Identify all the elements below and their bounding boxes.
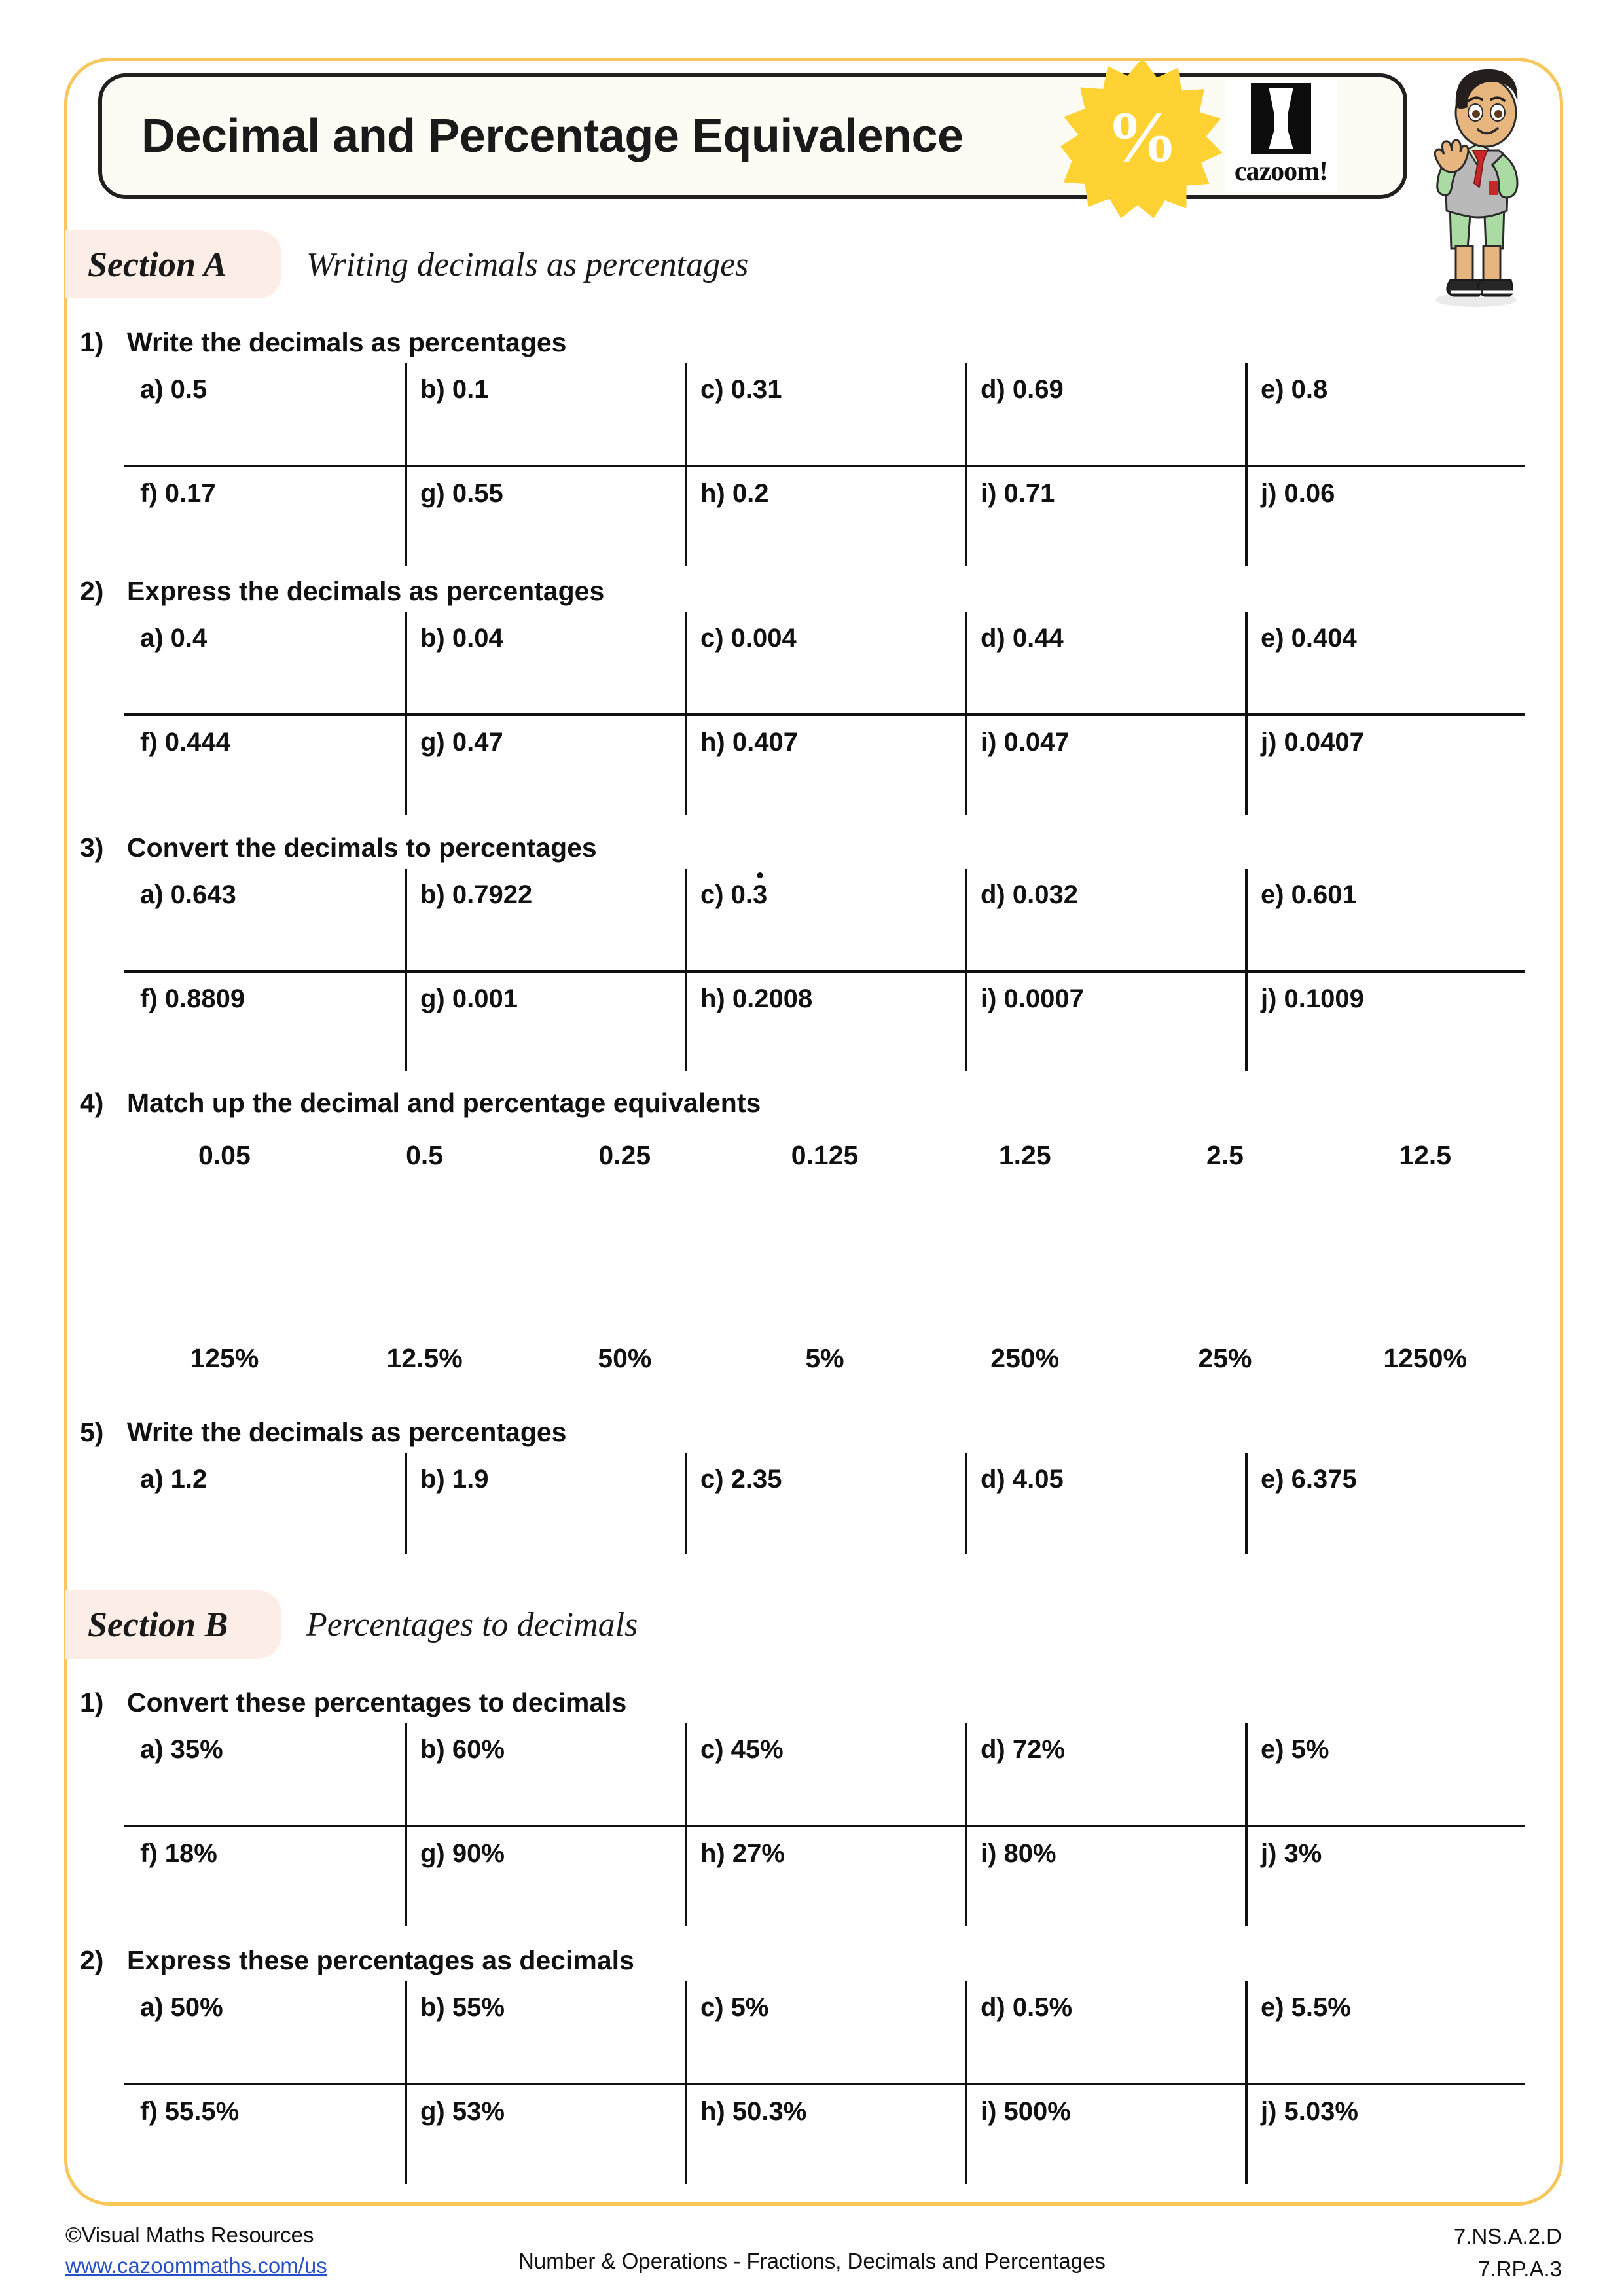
question-a4-text: Match up the decimal and percentage equivalents [127,1088,761,1118]
question-b2-number: 2) [80,1945,104,1975]
section-a-banner [65,230,748,298]
answer-cell[interactable]: h) 0.2 [685,467,965,566]
question-a5-answer-grid [124,1453,1525,1554]
answer-cell[interactable]: d) 4.05 [965,1453,1245,1554]
page-footer [0,2220,1624,2296]
section-b-banner [65,1590,638,1659]
answer-cell[interactable]: g) 0.001 [405,973,685,1071]
question-a3-number: 3) [80,833,104,863]
question-a4-number: 4) [80,1088,104,1118]
cazoom-glass-icon [1251,83,1311,154]
percent-starburst-icon [1060,56,1224,220]
answer-cell[interactable]: j) 0.0407 [1245,716,1525,815]
match-decimals-row [124,1140,1525,1171]
question-a1-number: 1) [80,327,104,357]
match-decimal-item[interactable]: 2.5 [1206,1140,1244,1170]
answer-cell[interactable]: a) 0.643 [140,880,236,909]
match-percentage-item[interactable]: 12.5% [386,1343,463,1373]
answer-cell[interactable]: d) 0.44 [965,612,1245,713]
question-a4-prompt [80,1088,761,1119]
question-a3-prompt [80,833,597,863]
answer-cell[interactable]: i) 500% [965,2085,1245,2184]
question-a5-text: Write the decimals as percentages [127,1417,567,1447]
answer-cell[interactable]: g) 53% [405,2085,685,2184]
question-b1-answer-grid [124,1723,1525,1926]
match-percentages-row [124,1343,1525,1374]
answer-cell[interactable]: g) 90% [405,1827,685,1926]
match-decimal-item[interactable]: 0.05 [198,1140,251,1170]
answer-cell[interactable]: e) 0.8 [1245,363,1525,465]
match-percentage-item[interactable]: 5% [805,1343,844,1373]
answer-cell[interactable]: e) 0.601 [1245,869,1525,970]
answer-cell[interactable]: e) 5% [1245,1723,1525,1825]
cazoom-logo [1225,80,1337,192]
answer-row [124,1825,1525,1926]
answer-cell[interactable]: d) 0.69 [965,363,1245,465]
question-a2-text: Express the decimals as percentages [127,576,605,606]
match-percentage-item[interactable]: 1250% [1383,1343,1467,1373]
answer-cell-recurring[interactable]: c) 0.3 [685,869,965,970]
answer-cell[interactable]: f) 18% [140,1839,217,1868]
match-percentage-item[interactable]: 250% [990,1343,1060,1373]
answer-cell[interactable]: b) 55% [405,1981,685,2083]
footer-website-link[interactable]: www.cazoommaths.com/us [65,2253,327,2278]
section-b-name: Section B [88,1605,228,1644]
match-decimal-item[interactable]: 1.25 [998,1140,1051,1170]
answer-cell[interactable]: i) 0.71 [965,467,1245,566]
answer-row [124,1981,1525,2083]
answer-cell[interactable]: c) 5% [685,1981,965,2083]
answer-row [124,713,1525,815]
section-b-subtitle: Percentages to decimals [306,1605,638,1643]
answer-cell[interactable]: g) 0.47 [405,716,685,815]
answer-cell[interactable]: f) 0.444 [140,728,230,757]
question-b1-number: 1) [80,1687,104,1717]
answer-row [124,1453,1525,1554]
answer-cell[interactable]: b) 1.9 [405,1453,685,1554]
answer-cell[interactable]: c) 45% [685,1723,965,1825]
answer-cell[interactable]: d) 0.5% [965,1981,1245,2083]
student-mascot-illustration [1388,52,1551,314]
question-a2-answer-grid [124,612,1525,815]
footer-standards [1454,2220,1562,2285]
section-a-subtitle: Writing decimals as percentages [306,245,749,283]
page-title: Decimal and Percentage Equivalence [141,110,964,162]
question-a2-number: 2) [80,576,104,606]
question-a1-text: Write the decimals as percentages [127,327,567,357]
question-a1-answer-grid [124,363,1525,566]
section-a-name: Section A [88,245,227,284]
question-b2-text: Express these percentages as decimals [127,1945,634,1975]
answer-cell[interactable]: i) 0.047 [965,716,1245,815]
question-b2-answer-grid [124,1981,1525,2184]
answer-row [124,970,1525,1071]
match-percentage-item[interactable]: 125% [190,1343,259,1373]
answer-cell[interactable]: f) 0.8809 [140,984,245,1013]
answer-cell[interactable]: e) 0.404 [1245,612,1525,713]
question-a1-prompt [80,327,566,358]
answer-cell[interactable]: g) 0.55 [405,467,685,566]
answer-cell[interactable]: h) 0.407 [685,716,965,815]
answer-cell[interactable]: e) 5.5% [1245,1981,1525,2083]
answer-cell[interactable]: c) 2.35 [685,1453,965,1554]
footer-topic: Number & Operations - Fractions, Decimals and Percentages [518,2249,1106,2273]
answer-cell[interactable]: f) 0.17 [140,479,216,508]
answer-cell[interactable]: f) 55.5% [140,2097,240,2126]
question-b1-text: Convert these percentages to decimals [127,1687,627,1717]
match-percentage-item[interactable]: 50% [598,1343,652,1373]
answer-cell[interactable]: d) 0.032 [965,869,1245,970]
footer-copyright: ©Visual Maths Resources [65,2223,314,2247]
question-a5-prompt [80,1417,566,1448]
question-b1-prompt [80,1687,626,1718]
answer-row [124,465,1525,566]
answer-cell[interactable]: b) 0.04 [405,612,685,713]
answer-cell[interactable]: h) 27% [685,1827,965,1926]
question-a3-text: Convert the decimals to percentages [127,833,597,863]
standard-code-1: 7.NS.A.2.D [1453,2224,1562,2248]
answer-cell[interactable]: d) 72% [965,1723,1245,1825]
answer-cell[interactable]: a) 35% [140,1735,223,1764]
match-decimal-item[interactable]: 12.5 [1399,1140,1452,1170]
match-decimal-item[interactable]: 0.5 [406,1140,444,1170]
match-decimal-item[interactable]: 0.25 [598,1140,651,1170]
answer-cell[interactable]: j) 5.03% [1245,2085,1525,2184]
answer-cell[interactable]: i) 0.0007 [965,973,1245,1071]
answer-row [124,869,1525,970]
match-decimal-item[interactable]: 0.125 [791,1140,859,1170]
standard-code-2: 7.RP.A.3 [1478,2256,1562,2281]
question-a5-number: 5) [80,1417,104,1447]
answer-cell[interactable]: a) 1.2 [140,1465,208,1494]
answer-cell[interactable]: a) 0.5 [140,375,208,404]
answer-cell[interactable]: b) 0.7922 [405,869,685,970]
answer-cell[interactable]: j) 0.1009 [1245,973,1525,1071]
answer-row [124,1723,1525,1825]
answer-cell[interactable]: i) 80% [965,1827,1245,1926]
answer-cell[interactable]: h) 0.2008 [685,973,965,1071]
match-percentage-item[interactable]: 25% [1198,1343,1252,1373]
answer-row [124,612,1525,713]
answer-cell[interactable]: e) 6.375 [1245,1453,1525,1554]
svg-text:%: % [1106,97,1178,177]
answer-cell[interactable]: c) 0.004 [685,612,965,713]
answer-row [124,2083,1525,2184]
answer-cell[interactable]: c) 0.31 [685,363,965,465]
cazoom-wordmark: cazoom! [1234,156,1328,187]
question-b2-prompt [80,1945,634,1976]
answer-cell[interactable]: b) 0.1 [405,363,685,465]
question-a3-answer-grid [124,869,1525,1071]
question-a2-prompt [80,576,604,607]
answer-cell[interactable]: a) 50% [140,1993,223,2022]
answer-cell[interactable]: b) 60% [405,1723,685,1825]
answer-cell[interactable]: j) 0.06 [1245,467,1525,566]
answer-cell[interactable]: a) 0.4 [140,624,208,653]
answer-row [124,363,1525,465]
answer-cell[interactable]: h) 50.3% [685,2085,965,2184]
answer-cell[interactable]: j) 3% [1245,1827,1525,1926]
